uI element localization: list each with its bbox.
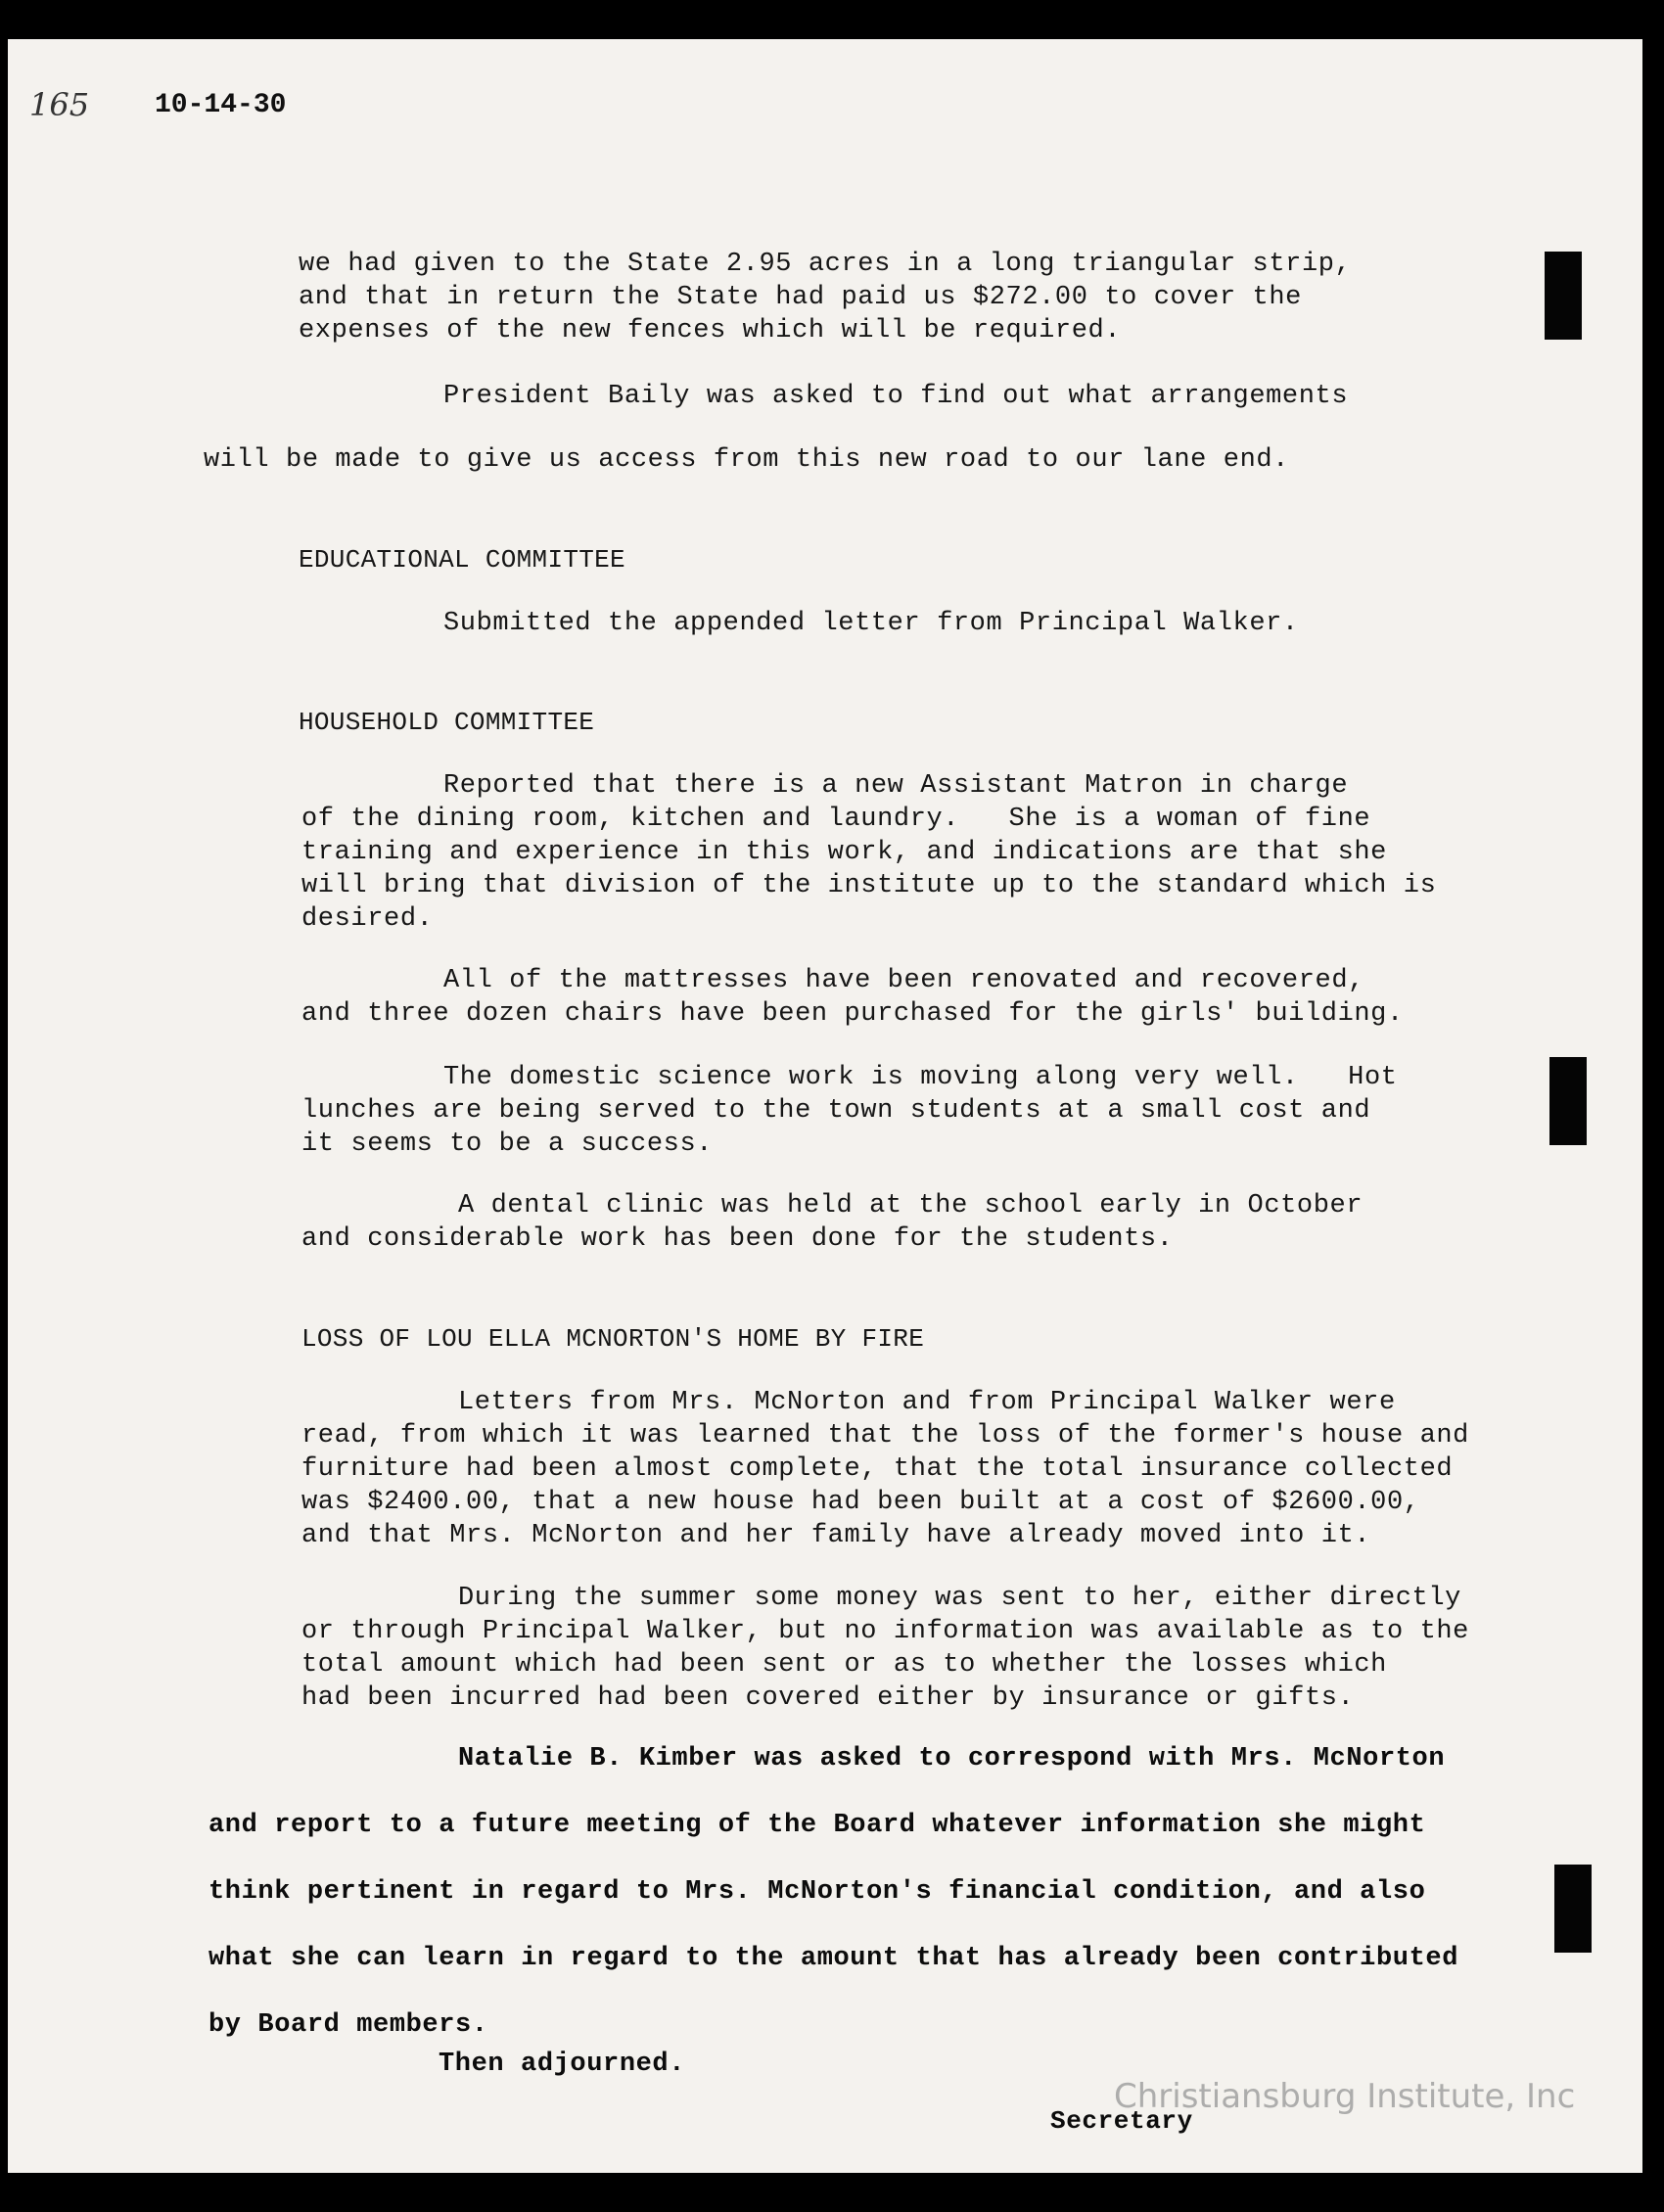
text-line: expenses of the new fences which will be required. bbox=[299, 316, 1122, 346]
text-line: read, from which it was learned that the loss of the former's house and bbox=[301, 1421, 1469, 1451]
text-line: was $2400.00, that a new house had been built at a cost of $2600.00, bbox=[301, 1488, 1420, 1517]
archive-watermark: Christiansburg Institute, Inc bbox=[1114, 2077, 1576, 2116]
handwritten-page-number: 165 bbox=[29, 86, 90, 123]
adjourned-line: Then adjourned. bbox=[439, 2050, 686, 2079]
text-line: of the dining room, kitchen and laundry. She is a woman of fine bbox=[301, 805, 1371, 834]
binder-hole-mark-middle bbox=[1549, 1057, 1587, 1145]
text-line: A dental clinic was held at the school early in October bbox=[458, 1191, 1364, 1221]
text-line: President Baily was asked to find out what arrangements bbox=[443, 382, 1349, 411]
binder-hole-mark-top bbox=[1545, 252, 1582, 340]
section-heading-educational: EDUCATIONAL COMMITTEE bbox=[299, 545, 625, 575]
text-line: what she can learn in regard to the amount that has already been contributed bbox=[208, 1944, 1458, 1973]
text-line: and report to a future meeting of the Board whatever information she might bbox=[208, 1811, 1426, 1840]
binder-hole-mark-bottom bbox=[1554, 1865, 1592, 1953]
text-line: and that in return the State had paid us $272.00 to cover the bbox=[299, 283, 1302, 312]
meeting-date: 10-14-30 bbox=[155, 90, 287, 120]
text-line: Natalie B. Kimber was asked to correspond with Mrs. McNorton bbox=[458, 1744, 1446, 1774]
text-line: will bring that division of the institute up to the standard which is bbox=[301, 871, 1437, 900]
text-line: had been incurred had been covered either by insurance or gifts. bbox=[301, 1683, 1355, 1713]
text-line: and three dozen chairs have been purchased for the girls' building. bbox=[301, 999, 1404, 1029]
secretary-signature-line: Secretary bbox=[1050, 2106, 1193, 2136]
text-line: think pertinent in regard to Mrs. McNorton's financial condition, and also bbox=[208, 1877, 1426, 1907]
text-line: Submitted the appended letter from Principal Walker. bbox=[443, 609, 1299, 638]
section-heading-fire: LOSS OF LOU ELLA MCNORTON'S HOME BY FIRE bbox=[301, 1324, 925, 1354]
text-line: Reported that there is a new Assistant Matron in charge bbox=[443, 771, 1349, 801]
text-line: and that Mrs. McNorton and her family have already moved into it. bbox=[301, 1521, 1371, 1550]
section-heading-household: HOUSEHOLD COMMITTEE bbox=[299, 708, 595, 737]
text-line: total amount which had been sent or as to whether the losses which bbox=[301, 1650, 1387, 1680]
text-line: by Board members. bbox=[208, 2010, 488, 2040]
text-line: it seems to be a success. bbox=[301, 1129, 714, 1159]
text-line: or through Principal Walker, but no information was available as to the bbox=[301, 1617, 1469, 1646]
text-line: desired. bbox=[301, 904, 434, 934]
text-line: and considerable work has been done for the students. bbox=[301, 1224, 1174, 1254]
text-line: we had given to the State 2.95 acres in a long triangular strip, bbox=[299, 250, 1352, 279]
paper-sheet bbox=[8, 39, 1642, 2173]
text-line: lunches are being served to the town students at a small cost and bbox=[301, 1096, 1371, 1126]
text-line: The domestic science work is moving along very well. Hot bbox=[443, 1063, 1398, 1092]
text-line: During the summer some money was sent to her, either directly bbox=[458, 1584, 1461, 1613]
text-line: furniture had been almost complete, that the total insurance collected bbox=[301, 1454, 1454, 1484]
text-line: Letters from Mrs. McNorton and from Principal Walker were bbox=[458, 1388, 1396, 1417]
text-line: training and experience in this work, and indications are that she bbox=[301, 838, 1387, 867]
text-line: will be made to give us access from this new road to our lane end. bbox=[204, 445, 1289, 475]
text-line: All of the mattresses have been renovated and recovered, bbox=[443, 966, 1364, 995]
